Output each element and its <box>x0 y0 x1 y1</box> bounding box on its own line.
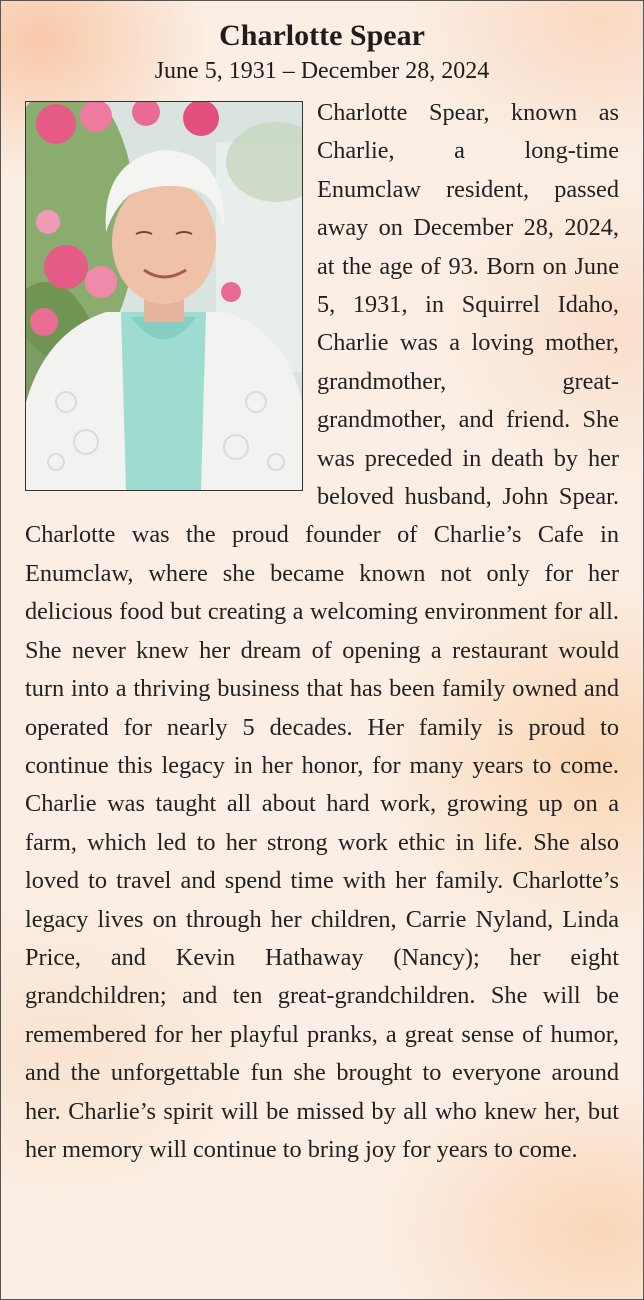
obituary-name: Charlotte Spear <box>219 19 425 52</box>
portrait-photo <box>25 101 303 491</box>
portrait-illustration <box>26 102 302 490</box>
obituary-dates: June 5, 1931 – December 28, 2024 <box>154 58 490 84</box>
obituary-body-text: Charlotte Spear, known as Charlie, a long-time Enumclaw resident, passed away on December 28, 2024, at the age of 93. Born on June 5, 1931, in Squirrel Idaho, Charlie was a loving mother, grandmother, great-grandmother, and friend. She was preceded in death by her beloved husband, John Spear. Charlotte was the proud founder of Charlie’s Cafe in Enumclaw, where she became known not only for her delicious food but creating a welcoming environment for all. She never knew her dream of opening a restaurant would turn into a thriving business that has been family owned and operated for nearly 5 decades. Her family is proud to continue this legacy in her honor, for many years to come. Charlie was taught all about hard work, growing up on a farm, which led to her strong work ethic in life. She also loved to travel and spend time with her family. Charlotte’s legacy lives on through her children, Carrie Nyland, Linda Price, and Kevin Hathaway (Nancy); her eight grandchildren; and ten great-grandchildren. She will be remembered for her playful pranks, a great sense of humor, and the unforgettable fun she brought to everyone around her. Charlie’s spirit will be missed by all who knew her, but her memory will continue to bring joy for years to come. <box>25 99 619 1163</box>
obituary-body <box>25 94 619 1169</box>
